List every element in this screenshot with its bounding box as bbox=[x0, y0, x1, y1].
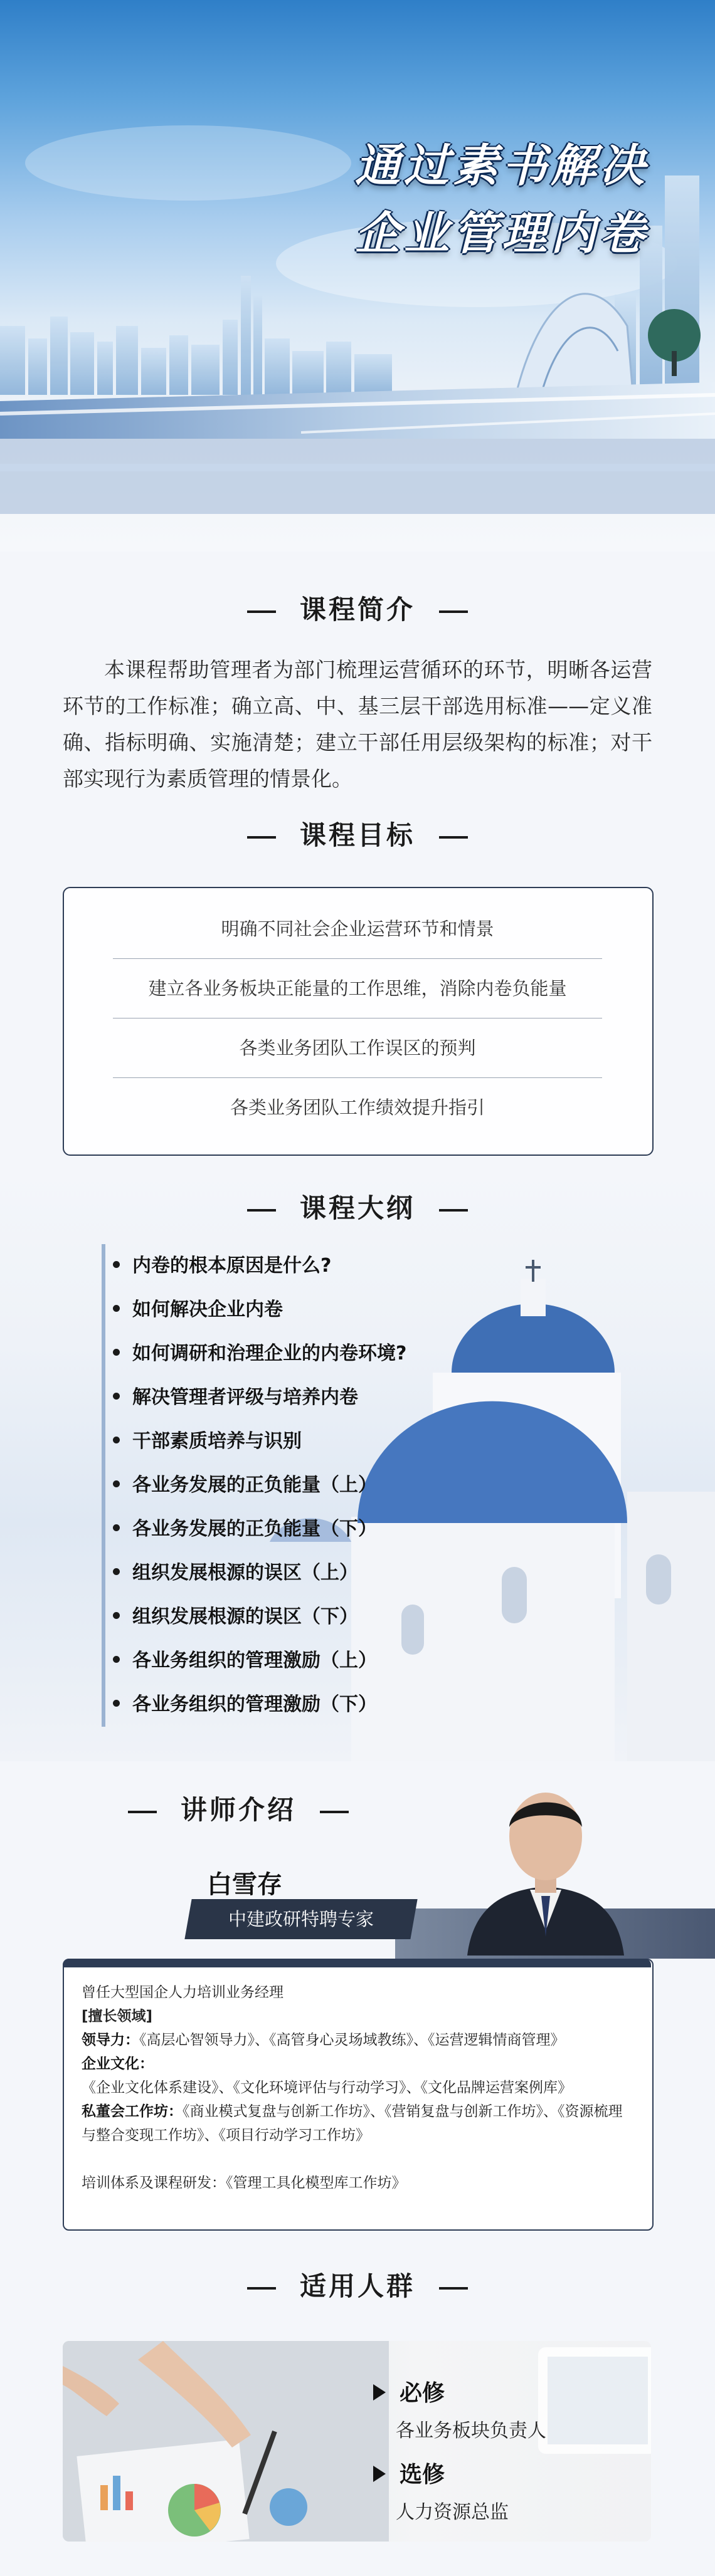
outline-item-text: 组织发展根源的误区（下） bbox=[132, 1606, 358, 1628]
outline-item-text: 内卷的根本原因是什么? bbox=[132, 1255, 332, 1277]
hero-title-line2: 企业管理内卷 bbox=[354, 207, 649, 259]
lecturer-portrait bbox=[455, 1767, 637, 1956]
bio-field bbox=[82, 2100, 633, 2147]
bio-field bbox=[82, 2028, 633, 2052]
header-dash-left bbox=[247, 1209, 276, 1212]
hero-title bbox=[326, 132, 677, 267]
outline-item-text: 如何解决企业内卷 bbox=[132, 1299, 283, 1321]
header-dash-right bbox=[439, 836, 468, 839]
goal-item: 各类业务团队工作绩效提升指引 bbox=[230, 1097, 485, 1118]
audience-required-text: 各业务板块负责人 bbox=[396, 2420, 546, 2442]
goal-item: 各类业务团队工作误区的预判 bbox=[239, 1037, 476, 1059]
outline-item bbox=[113, 1288, 552, 1332]
outline-item bbox=[113, 1595, 552, 1639]
lecturer-title-tag bbox=[184, 1899, 417, 1939]
outline-item-text: 如何调研和治理企业的内卷环境? bbox=[132, 1343, 407, 1364]
audience-box bbox=[63, 2341, 651, 2542]
outline-item-text: 各业务发展的正负能量（上） bbox=[132, 1474, 377, 1496]
outline-item-text: 各业务组织的管理激励（下） bbox=[132, 1694, 377, 1715]
header-dash-left bbox=[247, 610, 276, 613]
bullet-dot bbox=[113, 1656, 120, 1663]
bullet-dot bbox=[113, 1480, 120, 1487]
lecturer-section-title: 讲师介绍 bbox=[180, 1794, 296, 1825]
outline-item-text: 组织发展根源的误区（上） bbox=[132, 1562, 358, 1584]
hero-title-line1: 通过素书解决 bbox=[354, 139, 649, 192]
intro-section-header bbox=[0, 589, 715, 627]
outline-item bbox=[113, 1683, 552, 1727]
bio-field-text: 《企业文化体系建设》、《文化环境评估与行动学习》、《文化品牌运营案例库》 bbox=[82, 2080, 572, 2096]
outline-item bbox=[113, 1244, 552, 1288]
bio-field-label: 私董会工作坊： bbox=[82, 2103, 183, 2120]
header-dash-right bbox=[439, 2287, 468, 2290]
bullet-dot bbox=[113, 1437, 120, 1443]
goals-section-title: 课程目标 bbox=[299, 820, 415, 851]
outline-item bbox=[113, 1420, 552, 1463]
bio-field-text: 《商业模式复盘与创新工作坊》、《营销复盘与创新工作坊》、《资源梳理与整合变现工作坊》、《项目行动学习工作坊》 bbox=[82, 2103, 623, 2144]
lecturer-name: 白雪存 bbox=[207, 1870, 282, 1899]
outline-item-text: 干部素质培养与识别 bbox=[132, 1430, 302, 1452]
outline-item bbox=[113, 1639, 552, 1683]
header-dash-right bbox=[320, 1811, 349, 1813]
bio-field-text: 培训体系及课程研发：《管理工具化模型库工作坊》 bbox=[82, 2175, 406, 2191]
bio-field bbox=[82, 2052, 633, 2100]
audience-elective-heading bbox=[373, 2457, 509, 2489]
bullet-dot bbox=[113, 1568, 120, 1575]
bio-field-text: 《高层心智领导力》、《高管身心灵场域教练》、《运营逻辑情商管理》 bbox=[139, 2032, 565, 2048]
triangle-icon bbox=[373, 2466, 386, 2482]
bullet-dot bbox=[113, 1305, 120, 1312]
bullet-dot bbox=[113, 1261, 120, 1268]
outline-section-header bbox=[0, 1188, 715, 1225]
outline-item bbox=[113, 1507, 552, 1551]
audience-section-title: 适用人群 bbox=[299, 2271, 415, 2301]
audience-required bbox=[373, 2375, 546, 2442]
outline-item bbox=[113, 1332, 552, 1376]
bio-field-label: 领导力： bbox=[82, 2032, 139, 2048]
bullet-dot bbox=[113, 1393, 120, 1400]
outline-item bbox=[113, 1551, 552, 1595]
bio-intro: 曾任大型国企人力培训业务经理 bbox=[82, 1984, 283, 2001]
hands-with-charts-illustration bbox=[63, 2341, 389, 2542]
bio-field-heading: [擅长领域] bbox=[82, 2008, 153, 2024]
bullet-dot bbox=[113, 1524, 120, 1531]
outline-section-title: 课程大纲 bbox=[299, 1193, 415, 1223]
lecturer-section-header bbox=[0, 1789, 477, 1827]
audience-elective-label: 选修 bbox=[400, 2462, 445, 2488]
outline-item bbox=[113, 1376, 552, 1420]
goal-item: 建立各业务板块正能量的工作思维，消除内卷负能量 bbox=[148, 978, 567, 999]
header-dash-left bbox=[247, 836, 276, 839]
audience-elective-text: 人力资源总监 bbox=[396, 2501, 509, 2523]
city-skyline-illustration bbox=[0, 0, 715, 552]
intro-section-title: 课程简介 bbox=[299, 594, 415, 625]
outline-item-text: 各业务发展的正负能量（下） bbox=[132, 1518, 377, 1540]
bullet-dot bbox=[113, 1612, 120, 1619]
audience-required-heading bbox=[373, 2375, 546, 2407]
goal-item: 明确不同社会企业运营环节和情景 bbox=[221, 918, 494, 940]
bullet-dot bbox=[113, 1349, 120, 1356]
bio-field bbox=[82, 2171, 633, 2195]
triangle-icon bbox=[373, 2384, 386, 2401]
hero-banner bbox=[0, 0, 715, 552]
header-dash-left bbox=[247, 2287, 276, 2290]
outline-vertical-bar bbox=[102, 1244, 105, 1727]
lecturer-title: 中建政研特聘专家 bbox=[228, 1908, 374, 1930]
lecturer-bio-topbar bbox=[63, 1959, 651, 1967]
header-dash-left bbox=[128, 1811, 157, 1813]
outline-item-text: 各业务组织的管理激励（上） bbox=[132, 1650, 377, 1672]
outline-item bbox=[113, 1463, 552, 1507]
audience-elective bbox=[373, 2457, 509, 2524]
header-dash-right bbox=[439, 1209, 468, 1212]
intro-paragraph: 本课程帮助管理者为部门梳理运营循环的环节，明晰各运营环节的工作标准；确立高、中、基三层干部选用标准——定义准确、指标明确、实施清楚；建立干部任用层级架构的标准；对干部实现行为素质管理的情景化。 bbox=[63, 657, 652, 791]
bullet-dot bbox=[113, 1700, 120, 1707]
audience-section-header bbox=[0, 2266, 715, 2303]
goals-section-header bbox=[0, 815, 715, 852]
bio-field-label: 企业文化： bbox=[82, 2056, 154, 2072]
header-dash-right bbox=[439, 610, 468, 613]
outline-item-text: 解决管理者评级与培养内卷 bbox=[132, 1386, 358, 1408]
audience-required-label: 必修 bbox=[400, 2380, 445, 2406]
